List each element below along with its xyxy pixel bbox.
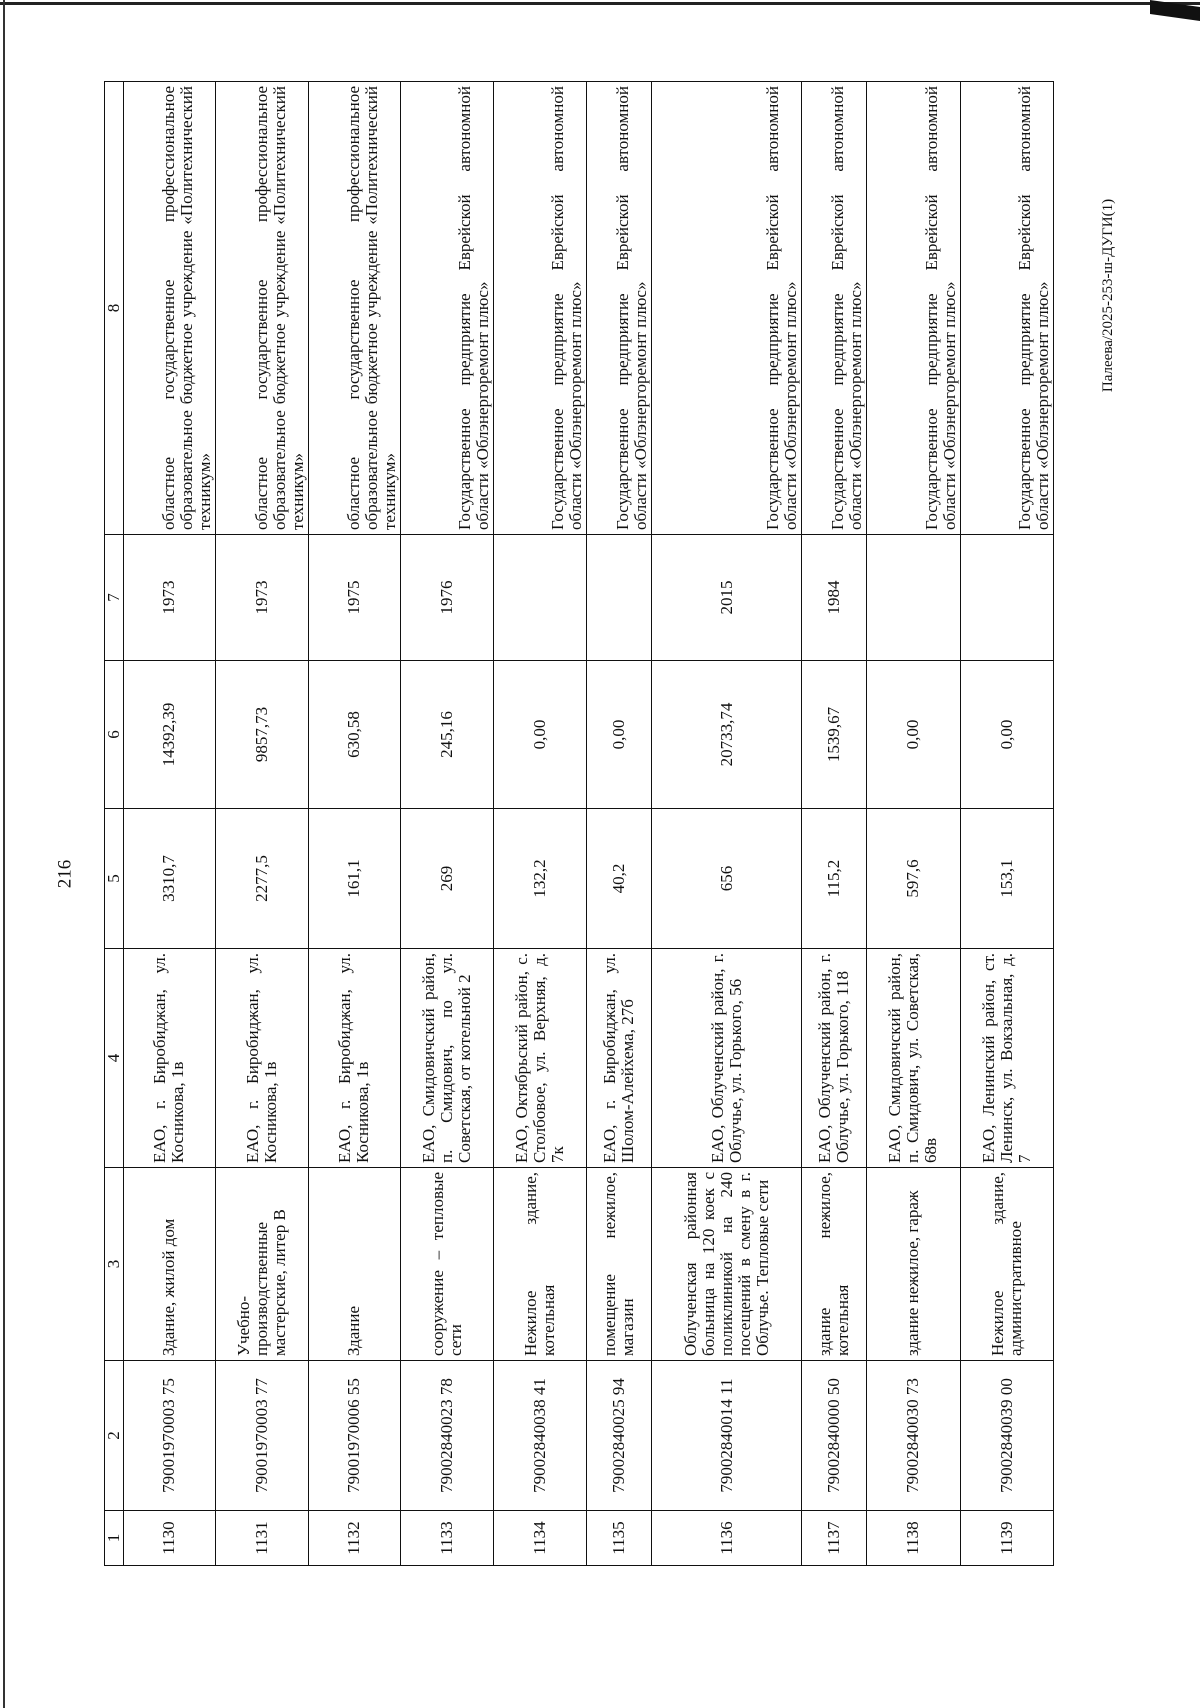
object-year: [867, 535, 960, 661]
object-year: 1976: [400, 535, 493, 661]
object-area: 597,6: [867, 809, 960, 949]
row-number: 1130: [124, 1511, 216, 1566]
object-name: здание нежилое, котельная: [802, 1168, 867, 1361]
object-cost: 0,00: [960, 661, 1053, 809]
object-year: [960, 535, 1053, 661]
table-row: [960, 82, 1053, 1566]
row-number: 1139: [960, 1511, 1053, 1566]
object-year: [494, 535, 587, 661]
right-holder: Государственное предприятие Еврейской автономной области «Облэнергоремонт плюс»: [494, 82, 587, 535]
object-address: ЕАО, Ленинский район, ст. Ленинск, ул. Вокзальная, д. 7: [960, 949, 1053, 1168]
object-address: ЕАО, Облученский район, г. Облучье, ул. Горького, 56: [652, 949, 802, 1168]
column-header: 4: [105, 949, 124, 1168]
object-area: 153,1: [960, 809, 1053, 949]
row-number: 1133: [400, 1511, 493, 1566]
right-holder: областное государственное профессиональное образовательное бюджетное учреждение «Политехнический техникум»: [124, 82, 216, 535]
object-area: 656: [652, 809, 802, 949]
object-name: сооружение – тепловые сети: [400, 1168, 493, 1361]
table-row: [802, 82, 867, 1566]
object-cost: 14392,39: [124, 661, 216, 809]
object-cost: 9857,73: [215, 661, 308, 809]
object-cost: 1539,67: [802, 661, 867, 809]
object-name: Здание, жилой дом: [124, 1168, 216, 1361]
column-header: 3: [105, 1168, 124, 1361]
row-number: 1131: [215, 1511, 308, 1566]
right-holder: Государственное предприятие Еврейской автономной области «Облэнергоремонт плюс»: [587, 82, 652, 535]
cadastral-number: 79002840039 00: [960, 1361, 1053, 1511]
right-holder: Государственное предприятие Еврейской автономной области «Облэнергоремонт плюс»: [400, 82, 493, 535]
property-table-frame: [104, 81, 1054, 1566]
cadastral-number: 79001970003 77: [215, 1361, 308, 1511]
object-name: Здание: [309, 1168, 401, 1361]
column-header: 7: [105, 535, 124, 661]
document-reference: Палеева/2025-253-ш-ДУГИ(1): [1100, 198, 1117, 392]
row-number: 1135: [587, 1511, 652, 1566]
scan-top-edge: [0, 2, 1200, 5]
object-area: 2277,5: [215, 809, 308, 949]
object-address: ЕАО, г. Биробиджан, ул. Косникова, 1в: [309, 949, 401, 1168]
right-holder: областное государственное профессиональное образовательное бюджетное учреждение «Политехнический техникум»: [215, 82, 308, 535]
row-number: 1137: [802, 1511, 867, 1566]
object-address: ЕАО, Смидовичский район, п. Смидович, по ул. Советская, от котельной 2: [400, 949, 493, 1168]
object-name: Нежилое здание, котельная: [494, 1168, 587, 1361]
object-address: ЕАО, Октябрьский район, с. Столбовое, ул. Верхняя, д. 7к: [494, 949, 587, 1168]
scan-left-edge: [3, 0, 5, 1708]
table-row: [494, 82, 587, 1566]
header-row: [105, 82, 124, 1566]
object-name: помещение нежилое, магазин: [587, 1168, 652, 1361]
object-cost: 630,58: [309, 661, 401, 809]
object-area: 3310,7: [124, 809, 216, 949]
right-holder: Государственное предприятие Еврейской автономной области «Облэнергоремонт плюс»: [652, 82, 802, 535]
row-number: 1136: [652, 1511, 802, 1566]
table-row: [867, 82, 960, 1566]
object-year: 1975: [309, 535, 401, 661]
row-number: 1134: [494, 1511, 587, 1566]
object-address: ЕАО, г. Биробиджан, ул. Шолом-Алейхема, 27б: [587, 949, 652, 1168]
object-cost: 20733,74: [652, 661, 802, 809]
object-address: ЕАО, Смидовичский район, п. Смидович, ул. Советская, 68в: [867, 949, 960, 1168]
table-row: [400, 82, 493, 1566]
column-header: 2: [105, 1361, 124, 1511]
object-name: Облученская районная больница на 120 коек с поликлиникой на 240 посещений в смену в г. Облучье. Тепловые сети: [652, 1168, 802, 1361]
object-year: 1973: [215, 535, 308, 661]
object-area: 269: [400, 809, 493, 949]
object-area: 115,2: [802, 809, 867, 949]
cadastral-number: 79001970003 75: [124, 1361, 216, 1511]
object-year: 1973: [124, 535, 216, 661]
property-table: [104, 81, 1054, 1566]
column-header: 5: [105, 809, 124, 949]
object-cost: 0,00: [494, 661, 587, 809]
object-name: здание нежилое, гараж: [867, 1168, 960, 1361]
cadastral-number: 79002840000 50: [802, 1361, 867, 1511]
object-area: 40,2: [587, 809, 652, 949]
cadastral-number: 79002840014 11: [652, 1361, 802, 1511]
cadastral-number: 79001970006 55: [309, 1361, 401, 1511]
object-name: Учебно-производственные мастерские, литер В: [215, 1168, 308, 1361]
right-holder: Государственное предприятие Еврейской автономной области «Облэнергоремонт плюс»: [867, 82, 960, 535]
row-number: 1132: [309, 1511, 401, 1566]
cadastral-number: 79002840025 94: [587, 1361, 652, 1511]
right-holder: областное государственное профессиональное образовательное бюджетное учреждение «Политехнический техникум»: [309, 82, 401, 535]
table-row: [215, 82, 308, 1566]
table-row: [124, 82, 216, 1566]
object-name: Нежилое здание, административное: [960, 1168, 1053, 1361]
object-area: 132,2: [494, 809, 587, 949]
object-cost: 0,00: [867, 661, 960, 809]
object-cost: 0,00: [587, 661, 652, 809]
page-number: 216: [54, 859, 75, 889]
object-address: ЕАО, Облученский район, г. Облучье, ул. Горького, 118: [802, 949, 867, 1168]
column-header: 1: [105, 1511, 124, 1566]
right-holder: Государственное предприятие Еврейской автономной области «Облэнергоремонт плюс»: [802, 82, 867, 535]
cadastral-number: 79002840030 73: [867, 1361, 960, 1511]
table-row: [309, 82, 401, 1566]
row-number: 1138: [867, 1511, 960, 1566]
object-address: ЕАО, г. Биробиджан, ул. Косникова, 1в: [215, 949, 308, 1168]
object-year: 1984: [802, 535, 867, 661]
object-year: [587, 535, 652, 661]
cadastral-number: 79002840038 41: [494, 1361, 587, 1511]
column-header: 6: [105, 661, 124, 809]
table-row: [652, 82, 802, 1566]
object-address: ЕАО, г. Биробиджан, ул. Косникова, 1в: [124, 949, 216, 1168]
object-year: 2015: [652, 535, 802, 661]
cadastral-number: 79002840023 78: [400, 1361, 493, 1511]
object-area: 161,1: [309, 809, 401, 949]
column-header: 8: [105, 82, 124, 535]
right-holder: Государственное предприятие Еврейской автономной области «Облэнергоремонт плюс»: [960, 82, 1053, 535]
object-cost: 245,16: [400, 661, 493, 809]
table-row: [587, 82, 652, 1566]
